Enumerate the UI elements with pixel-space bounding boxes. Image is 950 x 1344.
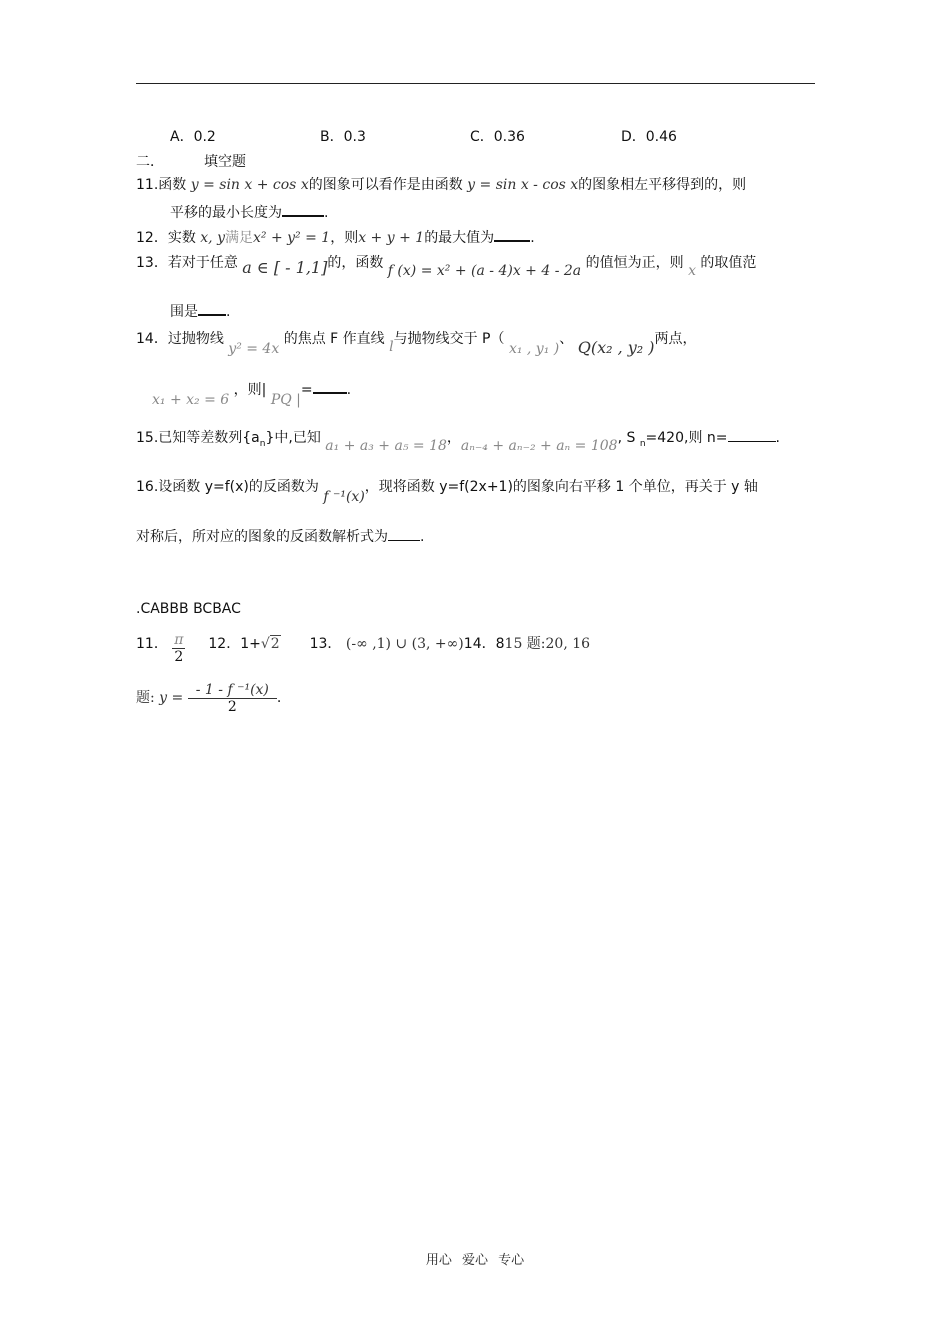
question-text: 的图象可以看作是由函数 [308,177,463,193]
question-text: 满足 [225,230,253,246]
answer-15-value: 20, 16 [545,636,591,652]
question-text: 实数 [167,230,196,246]
question-number: 12． [136,230,168,246]
formula: PQ | [270,392,301,408]
question-text: 设函数 y=f(x)的反函数为 [158,479,319,495]
punctuation: . [324,205,329,221]
answer-blank [388,526,420,541]
question-number: 13． [136,255,168,271]
question-text: }中,已知 [265,430,321,446]
formula: f ⁻¹(x) [323,489,365,505]
question-number: 14． [136,331,168,347]
question-text: 与抛物线交于 P（ [393,331,505,347]
formula: x₁ , y₁ ) [508,341,560,357]
answer-blank [282,201,324,217]
fraction-numerator: π [174,631,184,648]
answer-blank [198,300,226,316]
formula: x₁ + x₂ = 6 [152,392,230,408]
formula: aₙ₋₄ + aₙ₋₂ + aₙ = 108 [460,438,618,454]
question-number: 11. [136,177,159,193]
answer-blank [728,427,776,442]
question-text: 已知等差数列{a [158,430,260,446]
formula: y² = 4x [228,341,280,357]
question-text: 的取值范 [700,255,757,271]
answer-label: 14． [463,636,496,652]
question-text: , S [617,430,640,446]
radicand: 2 [270,636,280,652]
punctuation: . [276,690,282,706]
formula: x, y [200,230,225,246]
answer-blank [313,378,347,394]
answer-13-value: (-∞ ,1) ∪ (3, +∞) [345,636,464,652]
page-footer: 用心 爱心 专心 [425,1253,525,1268]
formula: y = [159,690,184,706]
question-number: 16. [136,479,159,495]
subscript: n [639,438,646,449]
section-title: 填空题 [204,154,246,170]
choice-answers: .CABBB BCBAC [136,601,241,617]
formula: l [389,339,394,355]
question-text: 若对于任意 [167,255,238,271]
punctuation: . [226,304,231,320]
sqrt-symbol: √ [260,636,270,652]
formula: Q(x₂ , y₂ ) [577,338,655,357]
question-13-cont [170,300,230,322]
section-heading [136,152,246,172]
question-text: = [300,382,313,398]
answer-11-fraction [172,632,185,665]
answer-text: 1+ [240,636,261,652]
question-14 [136,328,697,357]
option-d: D．0.46 [621,129,677,145]
question-number: 15. [136,430,159,446]
fraction-denominator: 2 [227,698,237,715]
formula: f (x) = x² + (a - 4)x + 4 - 2a [387,263,582,279]
question-text: ，现将函数 y=f(2x+1)的图象向右平移 1 个单位，再关于 y 轴 [364,479,758,495]
answer-16-fraction [188,682,277,715]
question-text: 平移的最小长度为 [170,205,282,221]
answer-label: 13． [309,636,342,652]
formula: x + y + 1 [358,230,425,246]
formula: x [688,263,696,279]
question-text: ，则| [233,382,267,398]
option-b: B．0.3 [320,129,366,145]
answer-label: 题: [136,690,155,706]
question-11 [136,175,746,195]
question-text: 过抛物线 [167,331,224,347]
answer-label: 15 题: [504,636,546,652]
subscript: n [259,438,266,449]
punctuation: . [346,382,352,398]
sqrt-expression [261,635,281,652]
question-text: =420,则 n= [645,430,728,446]
question-15 [136,427,780,454]
header-rule [136,83,815,84]
formula: y = sin x - cos x [467,177,579,193]
formula: a ∈ [ - 1,1] [242,258,328,277]
answer-label: 12． [208,636,241,652]
question-16-cont [136,526,424,547]
fraction-denominator: 2 [174,648,184,665]
question-14-cont [152,378,352,408]
question-16 [136,477,758,505]
formula: y = sin x + cos x [190,177,309,193]
question-text: ，则 [330,230,359,246]
answer-16 [136,676,281,720]
question-text: 对称后，所对应的图象的反函数解析式为 [136,529,388,545]
question-text: 函数 [158,177,187,193]
fill-answers [136,627,591,665]
answer-blank [494,226,530,242]
formula: x² + y² = 1 [253,230,331,246]
question-text: 、 [559,331,574,347]
fraction-numerator: - 1 - f ⁻¹(x) [188,682,277,699]
option-a: A．0.2 [170,129,216,145]
punctuation: . [420,529,425,545]
question-text: 围是 [170,304,198,320]
punctuation: . [530,230,535,246]
question-12 [136,226,535,248]
question-text: 的，函数 [327,255,384,271]
question-text: 的焦点 F 作直线 [283,331,385,347]
section-number: 二． [136,154,164,170]
question-text: 的值恒为正，则 [585,255,684,271]
answer-14-value: 8 [495,636,505,652]
formula: a₁ + a₃ + a₅ = 18 [325,438,447,454]
question-text: 两点， [654,331,697,347]
question-text: 的最大值为 [424,230,495,246]
option-c: C．0.36 [470,129,525,145]
question-13 [136,252,757,279]
punctuation: . [775,430,780,446]
question-text: ， [446,430,461,446]
question-text: 的图象相左平移得到的，则 [578,177,747,193]
question-11-cont [170,201,328,223]
answer-label: 11． [136,636,168,652]
